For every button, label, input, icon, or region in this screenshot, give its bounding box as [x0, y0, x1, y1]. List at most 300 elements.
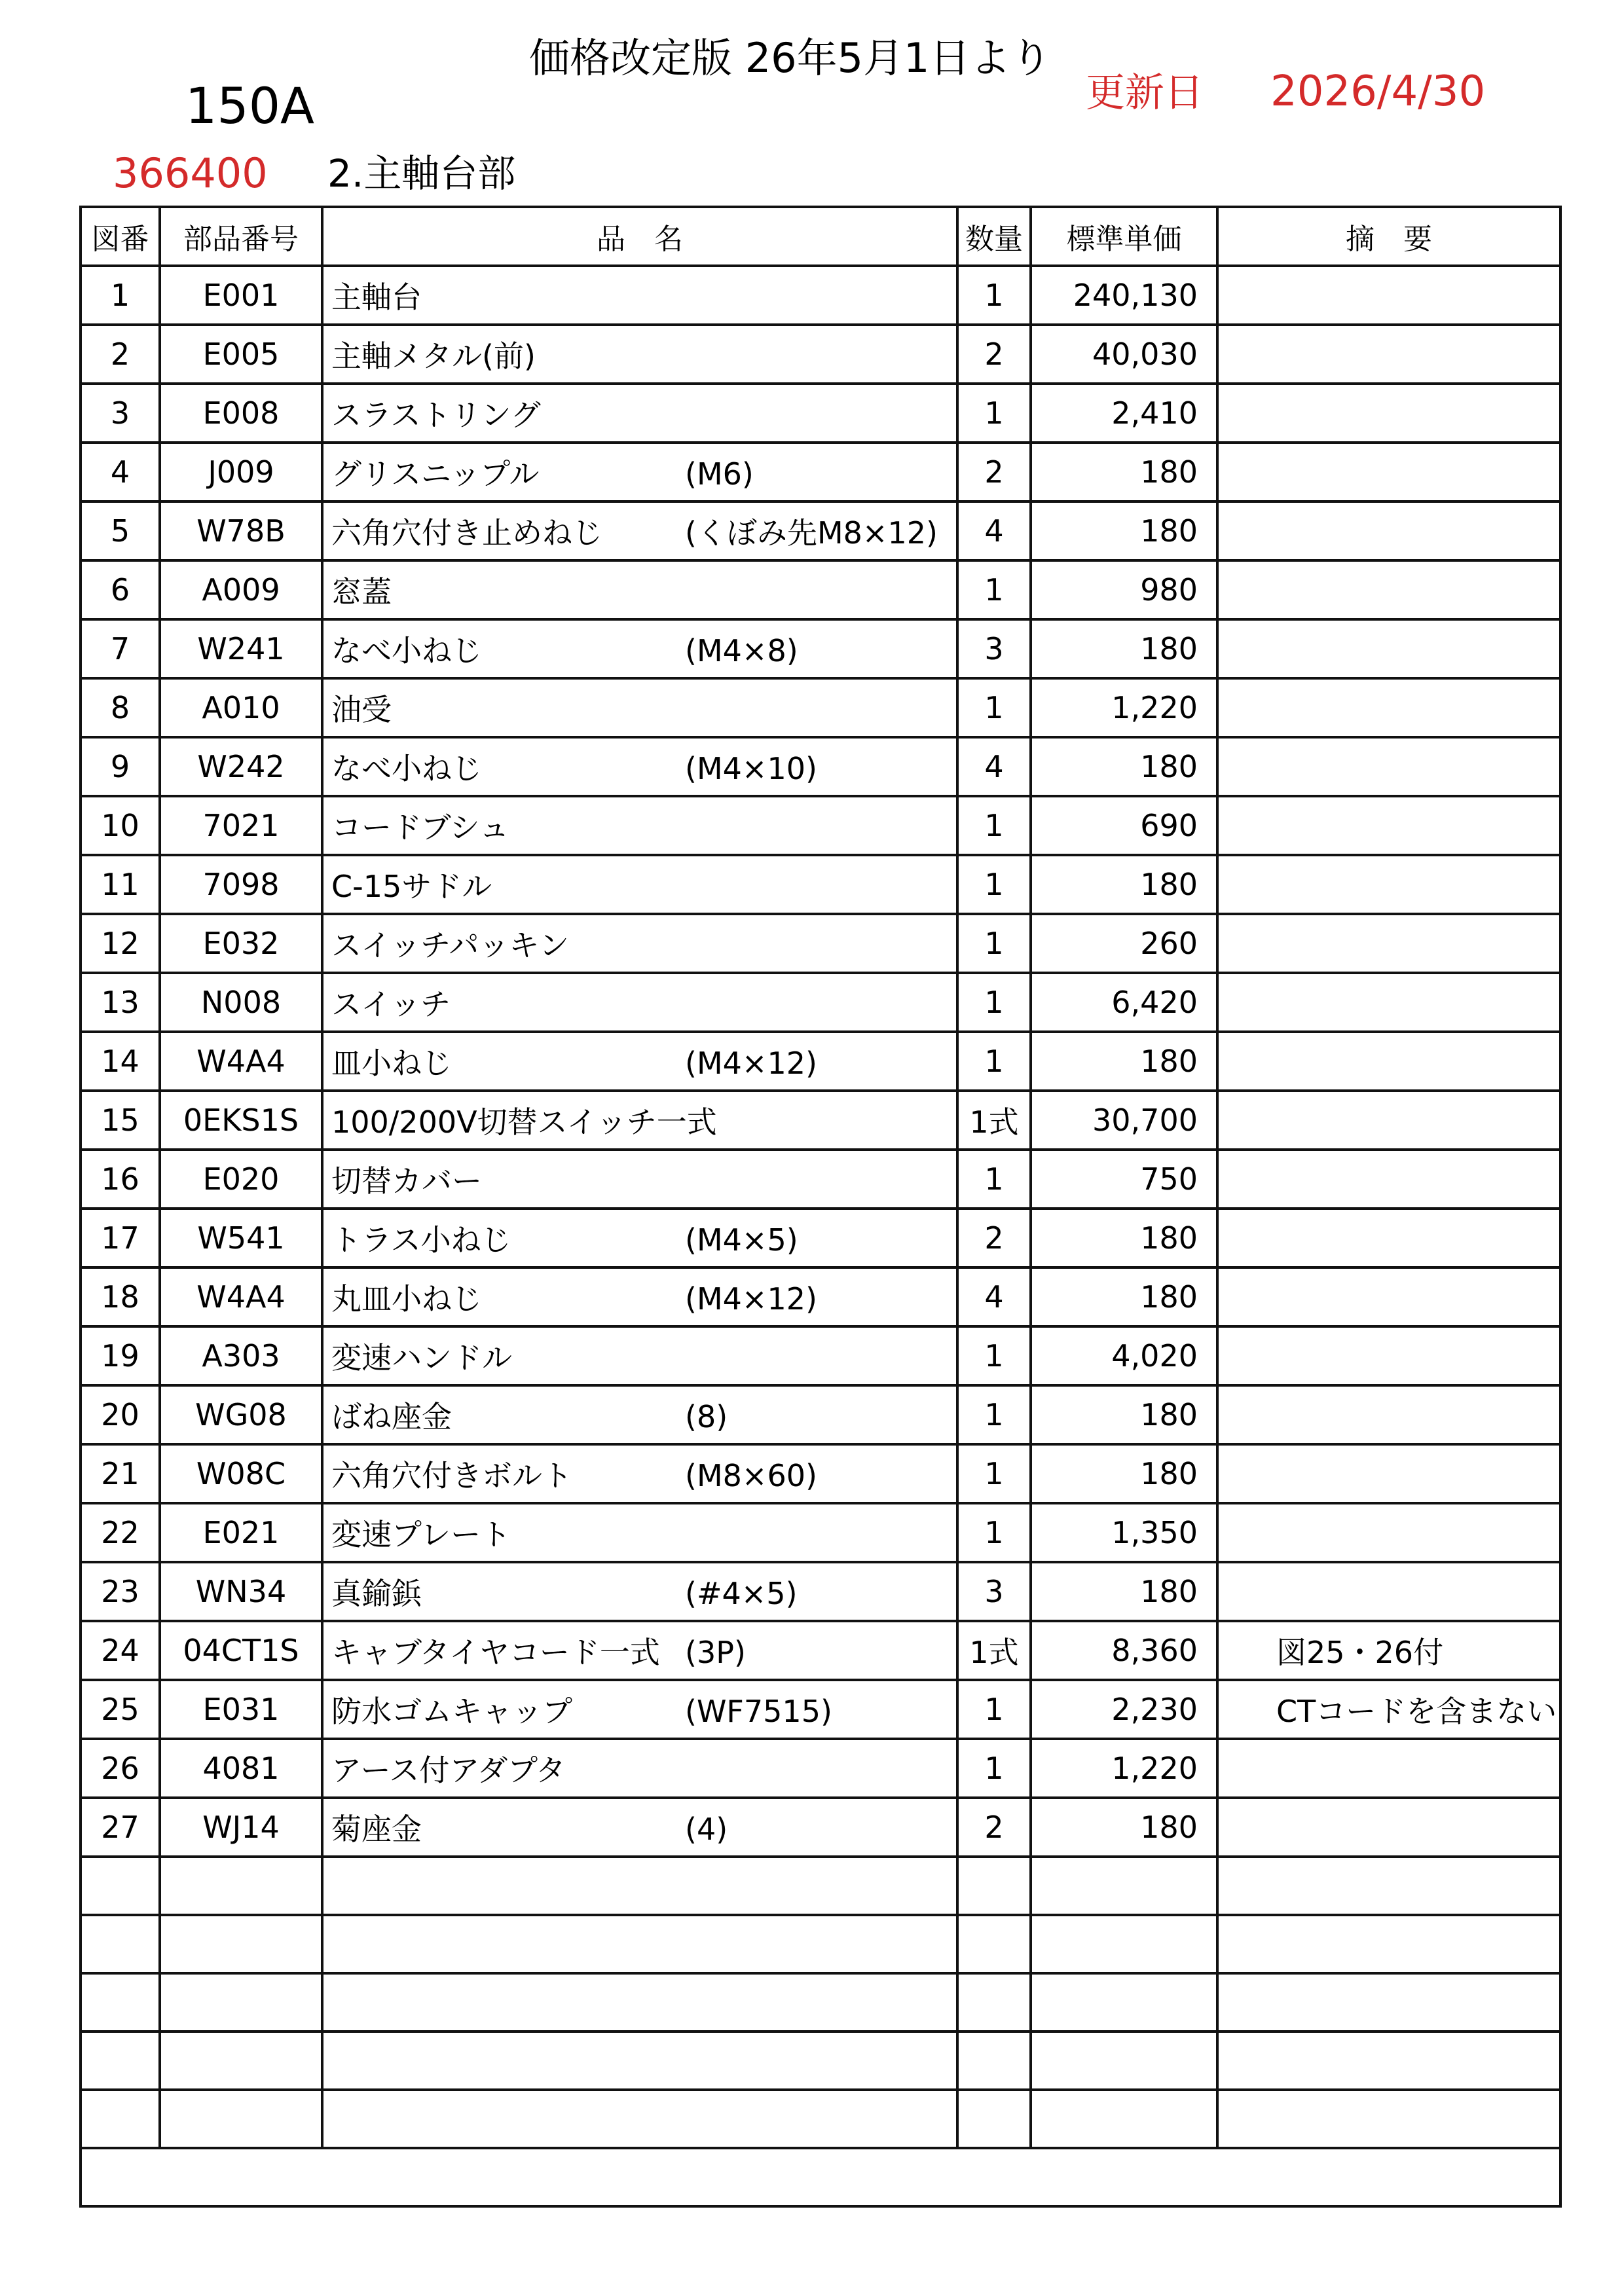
remarks-cell: [1217, 796, 1560, 855]
table-row: [81, 1326, 1560, 1385]
item-name-cell: [322, 384, 957, 443]
empty-row: [81, 2032, 1560, 2090]
remarks-text: [1219, 513, 1276, 549]
quantity-cell: 2: [957, 325, 1031, 384]
figure-no-cell: 16: [81, 1150, 160, 1209]
unit-price-cell: 240,130: [1031, 266, 1217, 325]
part-number-cell: J009: [160, 443, 322, 501]
item-spec: (3P): [685, 1635, 746, 1670]
item-name-cell: [322, 1562, 957, 1621]
table-row: [81, 737, 1560, 796]
figure-no-cell: 7: [81, 619, 160, 678]
item-name: キャブタイヤコード一式: [331, 1635, 660, 1670]
part-number-cell: E031: [160, 1680, 322, 1739]
item-name-cell: [322, 678, 957, 737]
figure-no-cell: 17: [81, 1209, 160, 1267]
table-row: [81, 678, 1560, 737]
figure-no-cell: 9: [81, 737, 160, 796]
table-row: [81, 914, 1560, 973]
item-spec: (M6): [685, 456, 754, 492]
unit-price-cell: 750: [1031, 1150, 1217, 1209]
item-name: 六角穴付きボルト: [331, 1458, 572, 1493]
remarks-cell: [1217, 1503, 1560, 1562]
unit-price-cell: 30,700: [1031, 1091, 1217, 1150]
item-name: 皿小ねじ: [331, 1046, 452, 1081]
part-number-cell: W4A4: [160, 1267, 322, 1326]
empty-cell: [322, 2032, 957, 2090]
part-number-cell: A009: [160, 560, 322, 619]
unit-price-cell: 40,030: [1031, 325, 1217, 384]
table-row: [81, 1680, 1560, 1739]
empty-cell: [81, 1973, 160, 2032]
remarks-text: [1219, 1161, 1276, 1197]
item-name-cell: [322, 1680, 957, 1739]
remarks-text: [1219, 1338, 1276, 1374]
remarks-cell: [1217, 325, 1560, 384]
part-number-cell: W541: [160, 1209, 322, 1267]
table-row: [81, 1209, 1560, 1267]
remarks-cell: [1217, 1444, 1560, 1503]
update-label: 更新日: [1086, 70, 1204, 116]
empty-cell: [322, 1915, 957, 1973]
unit-price-cell: 4,020: [1031, 1326, 1217, 1385]
remarks-text: [1219, 572, 1276, 608]
item-name-cell: [322, 1091, 957, 1150]
empty-cell: [957, 2032, 1031, 2090]
table-row: [81, 1385, 1560, 1444]
remarks-text: [1219, 985, 1276, 1020]
figure-no-cell: 1: [81, 266, 160, 325]
part-number-cell: 7021: [160, 796, 322, 855]
remarks-cell: [1217, 1562, 1560, 1621]
table-row: [81, 1621, 1560, 1680]
remarks-text: [1219, 1751, 1276, 1786]
remarks-text: [1219, 926, 1276, 961]
remarks-text: [1219, 867, 1276, 902]
unit-price-cell: 1,350: [1031, 1503, 1217, 1562]
table-header-row: [81, 207, 1560, 266]
remarks-cell: [1217, 1209, 1560, 1267]
unit-price-cell: 180: [1031, 1385, 1217, 1444]
remarks-cell: [1217, 1621, 1560, 1680]
unit-price-cell: 180: [1031, 501, 1217, 560]
unit-price-cell: 180: [1031, 1209, 1217, 1267]
remarks-cell: [1217, 1267, 1560, 1326]
part-number-cell: 04CT1S: [160, 1621, 322, 1680]
table-row: [81, 1150, 1560, 1209]
part-number-cell: WJ14: [160, 1798, 322, 1857]
empty-cell: [1217, 1973, 1560, 2032]
remarks-cell: [1217, 1385, 1560, 1444]
empty-cell: [81, 2032, 160, 2090]
item-name-cell: [322, 1326, 957, 1385]
empty-cell: [1217, 2090, 1560, 2148]
empty-row: [81, 1857, 1560, 1915]
figure-no-cell: 22: [81, 1503, 160, 1562]
remarks-cell: [1217, 266, 1560, 325]
quantity-cell: 1式: [957, 1621, 1031, 1680]
item-name: なべ小ねじ: [331, 751, 482, 786]
update-date: 2026/4/30: [1270, 67, 1486, 116]
figure-no-cell: 18: [81, 1267, 160, 1326]
part-number-cell: E008: [160, 384, 322, 443]
item-name-cell: [322, 973, 957, 1032]
remarks-text: [1219, 1102, 1276, 1138]
quantity-cell: 4: [957, 737, 1031, 796]
item-name: 切替カバー: [331, 1163, 482, 1199]
item-name: 変速プレート: [331, 1517, 511, 1552]
header-unit-price: 標準単価: [1031, 207, 1217, 266]
empty-cell: [957, 1857, 1031, 1915]
remarks-cell: [1217, 384, 1560, 443]
item-name-cell: [322, 1739, 957, 1798]
remarks-text: [1219, 749, 1276, 784]
unit-price-cell: 980: [1031, 560, 1217, 619]
unit-price-cell: 180: [1031, 443, 1217, 501]
remarks-text: CTコードを含まない: [1276, 1694, 1557, 1729]
remarks-text: [1219, 278, 1276, 313]
remarks-text: [1219, 1515, 1276, 1550]
table-row: [81, 1798, 1560, 1857]
figure-no-cell: 12: [81, 914, 160, 973]
item-name: 主軸メタル(前): [331, 338, 536, 374]
quantity-cell: 1: [957, 1326, 1031, 1385]
unit-price-cell: 180: [1031, 737, 1217, 796]
item-name-cell: [322, 619, 957, 678]
part-number-cell: E020: [160, 1150, 322, 1209]
table-row: [81, 384, 1560, 443]
figure-no-cell: 23: [81, 1562, 160, 1621]
item-name-cell: [322, 501, 957, 560]
empty-cell: [1031, 1857, 1217, 1915]
item-name-cell: [322, 1032, 957, 1091]
figure-no-cell: 24: [81, 1621, 160, 1680]
item-name: スイッチパッキン: [331, 928, 569, 963]
remarks-cell: [1217, 973, 1560, 1032]
figure-no-cell: 26: [81, 1739, 160, 1798]
quantity-cell: 1: [957, 266, 1031, 325]
item-name: 真鍮鋲: [331, 1576, 422, 1611]
item-name: コードブシュ: [331, 810, 509, 845]
item-name-cell: [322, 1503, 957, 1562]
item-name-cell: [322, 266, 957, 325]
part-number-cell: E005: [160, 325, 322, 384]
parts-table: [79, 206, 1562, 2208]
table-row: [81, 1032, 1560, 1091]
part-number-cell: WN34: [160, 1562, 322, 1621]
quantity-cell: 1: [957, 1032, 1031, 1091]
item-name-cell: [322, 443, 957, 501]
item-spec: (M8×60): [685, 1458, 817, 1493]
item-name-cell: [322, 1385, 957, 1444]
quantity-cell: 1: [957, 384, 1031, 443]
unit-price-cell: 180: [1031, 619, 1217, 678]
header-item-name: 品 名: [322, 207, 957, 266]
remarks-text: [1219, 337, 1276, 372]
item-name: スイッチ: [331, 987, 451, 1022]
item-name: 油受: [331, 692, 392, 727]
header-quantity: 数量: [957, 207, 1031, 266]
item-name-cell: [322, 1150, 957, 1209]
model-number: 150A: [185, 77, 315, 135]
remarks-cell: [1217, 914, 1560, 973]
item-name-cell: [322, 1798, 957, 1857]
unit-price-cell: 260: [1031, 914, 1217, 973]
catalog-code: 366400: [113, 149, 268, 197]
figure-no-cell: 4: [81, 443, 160, 501]
quantity-cell: 1: [957, 678, 1031, 737]
footer-row: [81, 2148, 1560, 2206]
remarks-text: 図25・26付: [1276, 1635, 1444, 1670]
figure-no-cell: 6: [81, 560, 160, 619]
header-part-number: 部品番号: [160, 207, 322, 266]
empty-cell: [81, 1857, 160, 1915]
table-row: [81, 1562, 1560, 1621]
part-number-cell: E001: [160, 266, 322, 325]
table-row: [81, 619, 1560, 678]
empty-cell: [1031, 1973, 1217, 2032]
item-spec: (WF7515): [685, 1694, 832, 1729]
table-row: [81, 1503, 1560, 1562]
part-number-cell: E021: [160, 1503, 322, 1562]
unit-price-cell: 180: [1031, 1562, 1217, 1621]
part-number-cell: W241: [160, 619, 322, 678]
item-spec: (M4×10): [685, 751, 817, 786]
empty-cell: [322, 1857, 957, 1915]
part-number-cell: 4081: [160, 1739, 322, 1798]
figure-no-cell: 27: [81, 1798, 160, 1857]
figure-no-cell: 3: [81, 384, 160, 443]
quantity-cell: 2: [957, 443, 1031, 501]
item-spec: (M4×12): [685, 1281, 817, 1317]
remarks-cell: [1217, 1326, 1560, 1385]
remarks-cell: [1217, 737, 1560, 796]
table-row: [81, 855, 1560, 914]
unit-price-cell: 1,220: [1031, 678, 1217, 737]
table-row: [81, 501, 1560, 560]
table-row: [81, 1444, 1560, 1503]
item-name: ばね座金: [331, 1399, 452, 1434]
remarks-cell: [1217, 560, 1560, 619]
table-row: [81, 325, 1560, 384]
remarks-cell: [1217, 855, 1560, 914]
part-number-cell: A303: [160, 1326, 322, 1385]
item-name: トラス小ねじ: [331, 1222, 511, 1258]
figure-no-cell: 5: [81, 501, 160, 560]
unit-price-cell: 180: [1031, 855, 1217, 914]
quantity-cell: 3: [957, 1562, 1031, 1621]
quantity-cell: 1: [957, 1739, 1031, 1798]
table-row: [81, 1267, 1560, 1326]
empty-cell: [1217, 1857, 1560, 1915]
unit-price-cell: 180: [1031, 1798, 1217, 1857]
empty-cell: [1031, 2090, 1217, 2148]
item-spec: (M4×8): [685, 633, 798, 668]
empty-cell: [81, 2090, 160, 2148]
item-spec: (4): [685, 1812, 728, 1847]
quantity-cell: 2: [957, 1209, 1031, 1267]
remarks-cell: [1217, 1150, 1560, 1209]
unit-price-cell: 1,220: [1031, 1739, 1217, 1798]
item-name-cell: [322, 796, 957, 855]
table-row: [81, 560, 1560, 619]
unit-price-cell: 8,360: [1031, 1621, 1217, 1680]
item-name: 菊座金: [331, 1812, 422, 1847]
part-number-cell: W242: [160, 737, 322, 796]
item-name-cell: [322, 1267, 957, 1326]
remarks-text: [1219, 1279, 1276, 1315]
figure-no-cell: 2: [81, 325, 160, 384]
header-figure-no: 図番: [81, 207, 160, 266]
remarks-cell: [1217, 1798, 1560, 1857]
item-name: 防水ゴムキャップ: [331, 1694, 572, 1729]
item-name-cell: [322, 1209, 957, 1267]
empty-cell: [1217, 1915, 1560, 1973]
remarks-text: [1219, 1810, 1276, 1845]
item-name: 六角穴付き止めねじ: [331, 515, 602, 551]
item-name: 窓蓋: [331, 574, 392, 610]
item-name-cell: [322, 855, 957, 914]
item-name-cell: [322, 1621, 957, 1680]
item-name-cell: [322, 560, 957, 619]
remarks-cell: [1217, 1739, 1560, 1798]
header-remarks: 摘 要: [1217, 207, 1560, 266]
quantity-cell: 1: [957, 973, 1031, 1032]
unit-price-cell: 180: [1031, 1032, 1217, 1091]
item-name: スラストリング: [331, 397, 541, 433]
empty-cell: [81, 1915, 160, 1973]
quantity-cell: 1: [957, 914, 1031, 973]
item-name: 変速ハンドル: [331, 1340, 512, 1376]
empty-cell: [160, 1857, 322, 1915]
unit-price-cell: 2,230: [1031, 1680, 1217, 1739]
item-spec: (#4×5): [685, 1576, 798, 1611]
remarks-cell: [1217, 443, 1560, 501]
remarks-text: [1219, 631, 1276, 666]
empty-row: [81, 1915, 1560, 1973]
unit-price-cell: 2,410: [1031, 384, 1217, 443]
item-spec: (8): [685, 1399, 728, 1434]
part-number-cell: 0EKS1S: [160, 1091, 322, 1150]
quantity-cell: 3: [957, 619, 1031, 678]
item-name-cell: [322, 325, 957, 384]
remarks-text: [1219, 1220, 1276, 1256]
quantity-cell: 1式: [957, 1091, 1031, 1150]
remarks-text: [1219, 690, 1276, 725]
item-name: C-15サドル: [331, 869, 492, 904]
quantity-cell: 1: [957, 1385, 1031, 1444]
item-name: 主軸台: [331, 280, 422, 315]
quantity-cell: 1: [957, 1444, 1031, 1503]
table-row: [81, 796, 1560, 855]
figure-no-cell: 13: [81, 973, 160, 1032]
part-number-cell: E032: [160, 914, 322, 973]
figure-no-cell: 20: [81, 1385, 160, 1444]
table-row: [81, 443, 1560, 501]
item-name-cell: [322, 914, 957, 973]
figure-no-cell: 8: [81, 678, 160, 737]
empty-cell: [1031, 1915, 1217, 1973]
item-spec: (M4×5): [685, 1222, 798, 1258]
empty-row: [81, 1973, 1560, 2032]
unit-price-cell: 180: [1031, 1267, 1217, 1326]
empty-cell: [322, 2090, 957, 2148]
part-number-cell: W4A4: [160, 1032, 322, 1091]
remarks-text: [1219, 808, 1276, 843]
document-title: 価格改定版 26年5月1日より: [529, 34, 1052, 82]
item-name: 丸皿小ねじ: [331, 1281, 482, 1317]
unit-price-cell: 180: [1031, 1444, 1217, 1503]
remarks-text: [1219, 1044, 1276, 1079]
quantity-cell: 1: [957, 560, 1031, 619]
figure-no-cell: 19: [81, 1326, 160, 1385]
figure-no-cell: 14: [81, 1032, 160, 1091]
empty-cell: [1031, 2032, 1217, 2090]
item-name: なべ小ねじ: [331, 633, 482, 668]
part-number-cell: N008: [160, 973, 322, 1032]
remarks-cell: [1217, 1680, 1560, 1739]
empty-cell: [160, 1973, 322, 2032]
quantity-cell: 1: [957, 796, 1031, 855]
remarks-cell: [1217, 1091, 1560, 1150]
empty-cell: [1217, 2032, 1560, 2090]
item-name-cell: [322, 737, 957, 796]
quantity-cell: 4: [957, 1267, 1031, 1326]
quantity-cell: 1: [957, 855, 1031, 914]
remarks-cell: [1217, 678, 1560, 737]
quantity-cell: 1: [957, 1150, 1031, 1209]
remarks-text: [1219, 1397, 1276, 1432]
table-row: [81, 1739, 1560, 1798]
item-spec: (M4×12): [685, 1046, 817, 1081]
footer-cell: [81, 2148, 1560, 2206]
table-row: [81, 1091, 1560, 1150]
quantity-cell: 1: [957, 1680, 1031, 1739]
part-number-cell: W08C: [160, 1444, 322, 1503]
section-title: 2.主軸台部: [327, 151, 516, 196]
unit-price-cell: 690: [1031, 796, 1217, 855]
empty-cell: [160, 2090, 322, 2148]
item-name-cell: [322, 1444, 957, 1503]
figure-no-cell: 15: [81, 1091, 160, 1150]
item-name: アース付アダプタ: [331, 1753, 566, 1788]
part-number-cell: WG08: [160, 1385, 322, 1444]
empty-row: [81, 2090, 1560, 2148]
remarks-text: [1219, 1456, 1276, 1491]
remarks-text: [1219, 395, 1276, 431]
item-name: グリスニップル: [331, 456, 540, 492]
remarks-cell: [1217, 1032, 1560, 1091]
parts-table-body: [81, 266, 1560, 2206]
empty-cell: [957, 1973, 1031, 2032]
quantity-cell: 4: [957, 501, 1031, 560]
empty-cell: [160, 1915, 322, 1973]
item-spec: (くぼみ先M8×12): [685, 515, 938, 551]
figure-no-cell: 25: [81, 1680, 160, 1739]
figure-no-cell: 10: [81, 796, 160, 855]
remarks-cell: [1217, 501, 1560, 560]
empty-cell: [957, 1915, 1031, 1973]
figure-no-cell: 11: [81, 855, 160, 914]
item-name: 100/200V切替スイッチ一式: [331, 1104, 717, 1140]
table-row: [81, 973, 1560, 1032]
remarks-text: [1219, 454, 1276, 490]
unit-price-cell: 6,420: [1031, 973, 1217, 1032]
figure-no-cell: 21: [81, 1444, 160, 1503]
part-number-cell: A010: [160, 678, 322, 737]
remarks-text: [1219, 1574, 1276, 1609]
remarks-cell: [1217, 619, 1560, 678]
